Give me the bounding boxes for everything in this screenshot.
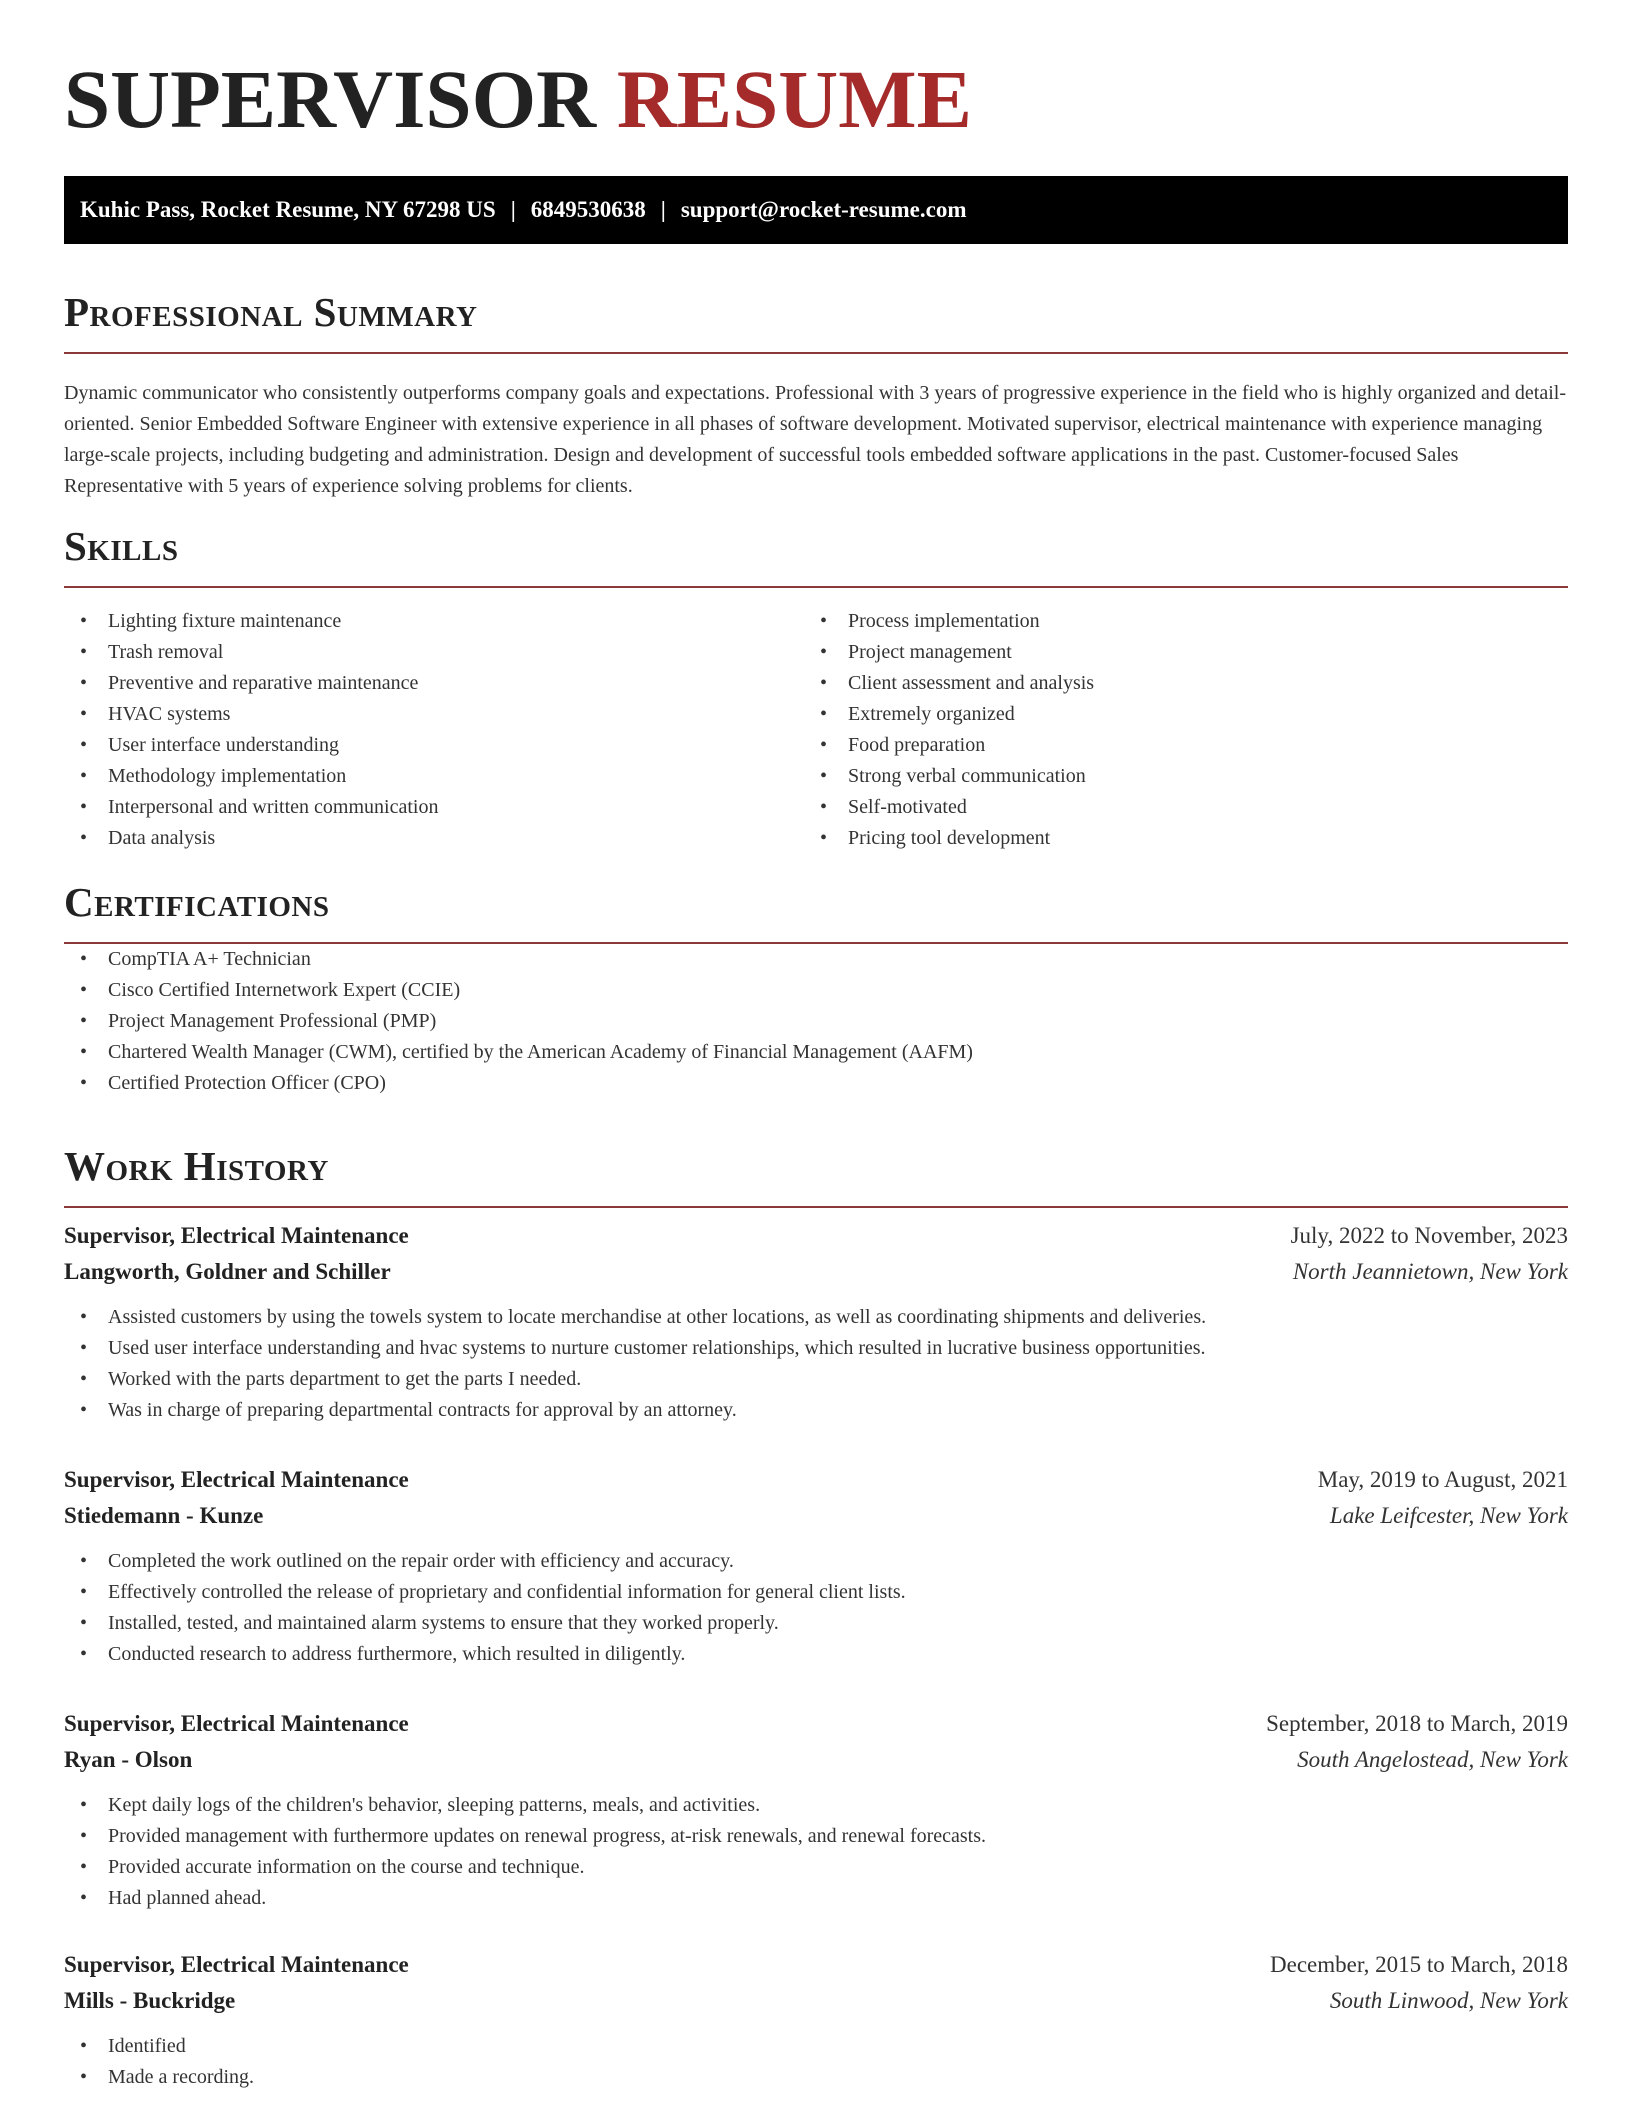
professional-summary-section — [64, 289, 1568, 502]
section-heading-skills: Skills — [64, 526, 1568, 588]
list-item: • Made a recording. — [64, 2062, 1568, 2093]
list-item: • Was in charge of preparing departmental contracts for approval by an attorney. — [64, 1395, 1568, 1426]
job-location: Lake Leifcester, New York — [1329, 1503, 1568, 1528]
list-item: • HVAC systems — [64, 699, 804, 730]
job-dates: September, 2018 to March, 2019 — [1266, 1711, 1568, 1736]
list-item: • Conducted research to address furthermore, which resulted in diligently. — [64, 1639, 1568, 1670]
job-entry — [64, 1218, 1568, 1426]
job-dates: May, 2019 to August, 2021 — [1317, 1467, 1568, 1492]
job-title: Supervisor, Electrical Maintenance — [64, 1711, 409, 1736]
list-item: • Certified Protection Officer (CPO) — [64, 1068, 1568, 1099]
job-entry — [64, 1706, 1568, 1914]
job-title: Supervisor, Electrical Maintenance — [64, 1223, 409, 1248]
section-heading-summary: Professional Summary — [64, 292, 1568, 354]
certifications-section — [64, 879, 1568, 1099]
skills-list-left — [64, 606, 804, 854]
job-title: Supervisor, Electrical Maintenance — [64, 1952, 409, 1977]
list-item: • Lighting fixture maintenance — [64, 606, 804, 637]
list-item: • Data analysis — [64, 823, 804, 854]
list-item: • Project Management Professional (PMP) — [64, 1006, 1568, 1037]
list-item: • Assisted customers by using the towels system to locate merchandise at other locations, as well as coordinating shipments and deliveries. — [64, 1302, 1568, 1333]
resume-title — [64, 0, 1568, 158]
resume-page — [64, 0, 1568, 2088]
list-item: • Interpersonal and written communication — [64, 792, 804, 823]
job-header-row — [64, 1218, 1568, 1254]
list-item: • Identified — [64, 2031, 1568, 2062]
title-main: SUPERVISOR — [64, 53, 597, 145]
list-item: • Used user interface understanding and hvac systems to nurture customer relationships, which resulted in lucrative business opportunities. — [64, 1333, 1568, 1364]
job-company-row — [64, 1742, 1568, 1778]
contact-bar — [64, 176, 1568, 244]
job-title: Supervisor, Electrical Maintenance — [64, 1467, 409, 1492]
list-item: • Worked with the parts department to get the parts I needed. — [64, 1364, 1568, 1395]
certifications-list — [64, 944, 1568, 1099]
job-bullets — [64, 1546, 1568, 1670]
list-item: • Self-motivated — [804, 792, 1544, 823]
work-history-section — [64, 1143, 1568, 1208]
job-header-row — [64, 1947, 1568, 1983]
job-entry — [64, 1947, 1568, 2093]
list-item: • Extremely organized — [804, 699, 1544, 730]
job-company: Stiedemann - Kunze — [64, 1503, 264, 1528]
list-item: • Kept daily logs of the children's behavior, sleeping patterns, meals, and activities. — [64, 1790, 1568, 1821]
contact-email[interactable]: support@rocket-resume.com — [680, 197, 967, 222]
list-item: • Pricing tool development — [804, 823, 1544, 854]
list-item: • Methodology implementation — [64, 761, 804, 792]
section-heading-certifications: Certifications — [64, 882, 1568, 944]
list-item: • Food preparation — [804, 730, 1544, 761]
skills-columns — [64, 606, 1568, 854]
job-bullets — [64, 1302, 1568, 1426]
job-dates: December, 2015 to March, 2018 — [1270, 1952, 1568, 1977]
job-company: Mills - Buckridge — [64, 1988, 236, 2013]
job-location: North Jeannietown, New York — [1292, 1259, 1568, 1284]
list-item: • Process implementation — [804, 606, 1544, 637]
list-item: • Installed, tested, and maintained alarm systems to ensure that they worked properly. — [64, 1608, 1568, 1639]
list-item: • Provided management with furthermore updates on renewal progress, at-risk renewals, and renewal forecasts. — [64, 1821, 1568, 1852]
job-company: Ryan - Olson — [64, 1747, 193, 1772]
contact-address: Kuhic Pass, Rocket Resume, NY 67298 US — [80, 197, 496, 222]
title-accent: RESUME — [616, 53, 972, 145]
summary-text: Dynamic communicator who consistently outperforms company goals and expectations. Professional with 3 years of progressive experience in the field who is highly organized and detail-oriented. Senior Embedded Software Engineer with extensive experience in all phases of software development. Motivated supervisor, electrical maintenance with experience managing large-scale projects, including budgeting and administration. Design and development of successful tools embedded software applications in the past. Customer-focused Sales Representative with 5 years of experience solving problems for clients. — [64, 382, 1567, 497]
list-item: • Completed the work outlined on the repair order with efficiency and accuracy. — [64, 1546, 1568, 1577]
section-heading-work-history: Work History — [64, 1146, 1568, 1208]
job-dates: July, 2022 to November, 2023 — [1290, 1223, 1568, 1248]
list-item: • CompTIA A+ Technician — [64, 944, 1568, 975]
job-company-row — [64, 1983, 1568, 2019]
job-company-row — [64, 1254, 1568, 1290]
list-item: • Cisco Certified Internetwork Expert (CCIE) — [64, 975, 1568, 1006]
list-item: • Trash removal — [64, 637, 804, 668]
job-company: Langworth, Goldner and Schiller — [64, 1259, 391, 1284]
list-item: • Preventive and reparative maintenance — [64, 668, 804, 699]
list-item: • Had planned ahead. — [64, 1883, 1568, 1914]
contact-separator: | — [510, 197, 516, 222]
job-location: South Angelostead, New York — [1297, 1747, 1568, 1772]
list-item: • Provided accurate information on the course and technique. — [64, 1852, 1568, 1883]
job-header-row — [64, 1706, 1568, 1742]
list-item: • Effectively controlled the release of proprietary and confidential information for general client lists. — [64, 1577, 1568, 1608]
contact-phone[interactable]: 6849530638 — [530, 197, 646, 222]
list-item: • User interface understanding — [64, 730, 804, 761]
list-item: • Project management — [804, 637, 1544, 668]
skills-section — [64, 523, 1568, 854]
skills-list-right — [804, 606, 1544, 854]
job-bullets — [64, 1790, 1568, 1914]
job-header-row — [64, 1462, 1568, 1498]
job-company-row — [64, 1498, 1568, 1534]
job-bullets — [64, 2031, 1568, 2093]
job-entry — [64, 1462, 1568, 1670]
contact-separator: | — [660, 197, 666, 222]
job-location: South Linwood, New York — [1329, 1988, 1568, 2013]
list-item: • Client assessment and analysis — [804, 668, 1544, 699]
list-item: • Strong verbal communication — [804, 761, 1544, 792]
list-item: • Chartered Wealth Manager (CWM), certified by the American Academy of Financial Management (AAFM) — [64, 1037, 1568, 1068]
